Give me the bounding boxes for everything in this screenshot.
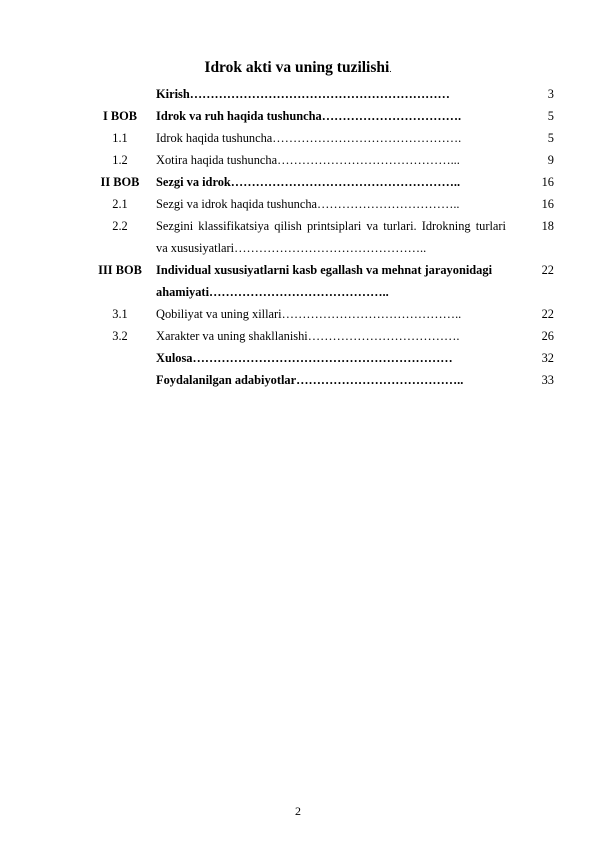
toc-row-page: 16 [541, 197, 554, 211]
toc-row-page: 5 [547, 131, 554, 145]
toc-row-title: Qobiliyat va uning xillari…………………………………….. [156, 307, 462, 321]
table-of-contents [84, 83, 556, 391]
toc-row-title: Xulosa……………………………………………………… [156, 351, 453, 365]
toc-row-page: 26 [541, 329, 554, 343]
toc-row-title: Xarakter va uning shakllanishi………………………………. [156, 329, 460, 343]
toc-row-page: 22 [541, 263, 554, 277]
document-title-period: . [389, 64, 392, 74]
toc-row-title: Sezgi va idrok……………………………………………….. [156, 175, 461, 189]
toc-row [84, 83, 556, 105]
toc-row-number: I BOB [102, 109, 138, 123]
toc-row-page: 22 [541, 307, 554, 321]
toc-row-page: 3 [547, 87, 554, 101]
toc-row [84, 105, 556, 127]
toc-row [84, 347, 556, 369]
toc-row-title: Idrok va ruh haqida tushuncha……………………………. [156, 109, 462, 123]
toc-row-number: III BOB [98, 263, 142, 277]
toc-row [84, 149, 556, 171]
toc-row [84, 369, 556, 391]
toc-row-number: II BOB [100, 175, 140, 189]
toc-row [84, 171, 556, 193]
toc-row-title: Kirish……………………………………………………… [156, 87, 450, 101]
toc-row-number: 3.2 [112, 329, 128, 343]
page-number: 2 [295, 804, 301, 818]
toc-row-number: 2.1 [112, 197, 128, 211]
toc-row-title: Foydalanilgan adabiyotlar………………………………….. [156, 373, 464, 387]
toc-row-page: 16 [541, 175, 554, 189]
toc-row-page: 9 [547, 153, 554, 167]
toc-row-number: 1.2 [112, 153, 128, 167]
toc-row-title: Idrok haqida tushuncha………………………………………. [156, 131, 462, 145]
toc-row-number: 1.1 [112, 131, 128, 145]
toc-row [84, 193, 556, 215]
toc-row-page: 32 [541, 351, 554, 365]
toc-row-number: 2.2 [112, 219, 128, 233]
toc-row [84, 303, 556, 325]
toc-row-page: 5 [547, 109, 554, 123]
toc-row-title: Sezgini klassifikatsiya qilish printsiplari va turlari. Idrokning turlari va xususiyatlari……………………………………….. [156, 219, 506, 255]
toc-row-title: Individual xususiyatlarni kasb egallash va mehnat jarayonidagi ahamiyati…………………………………….. [156, 263, 493, 299]
toc-row [84, 215, 556, 259]
toc-row [84, 259, 556, 303]
toc-row-number: 3.1 [112, 307, 128, 321]
toc-row-page: 18 [541, 219, 554, 233]
document-title-text: Idrok akti va uning tuzilishi [204, 59, 390, 76]
toc-row [84, 325, 556, 347]
toc-row-title: Xotira haqida tushuncha……………………………………... [156, 153, 460, 167]
document-title [0, 59, 596, 77]
toc-row-page: 33 [541, 373, 554, 387]
toc-row-title: Sezgi va idrok haqida tushuncha…………………………….. [156, 197, 460, 211]
toc-row [84, 127, 556, 149]
